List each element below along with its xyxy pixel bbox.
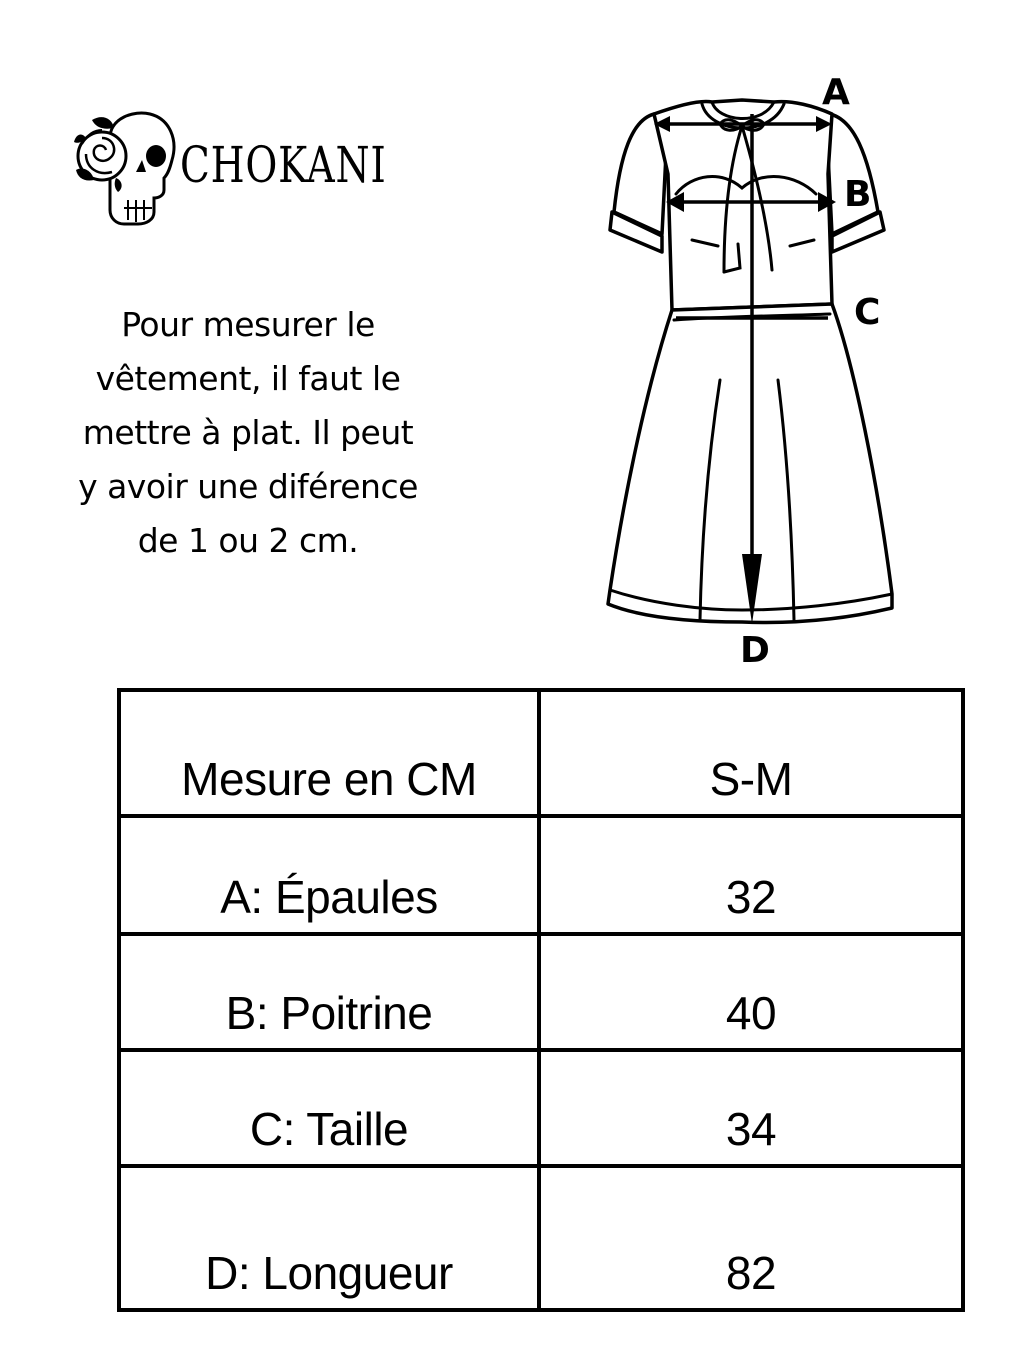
measuring-instructions: Pour mesurer le vêtement, il faut le mettre à plat. Il peut y avoir une diférence de 1 ou 2 cm. xyxy=(78,305,418,560)
dress-diagram xyxy=(592,64,922,674)
label-c: C xyxy=(854,292,881,333)
size-table xyxy=(117,688,965,1312)
header-size: S-M xyxy=(539,690,963,816)
row-measure: A: Épaules xyxy=(119,816,539,934)
row-value: 32 xyxy=(539,816,963,934)
brand-name: CHOKANI xyxy=(180,136,387,194)
label-b: B xyxy=(844,174,872,215)
table-header-row xyxy=(119,690,963,816)
skull-rose-icon xyxy=(72,108,182,232)
row-value: 82 xyxy=(539,1166,963,1310)
row-measure: B: Poitrine xyxy=(119,934,539,1050)
dress-illustration xyxy=(592,64,922,674)
label-d: D xyxy=(740,630,770,671)
table-row xyxy=(119,1050,963,1166)
row-value: 34 xyxy=(539,1050,963,1166)
header-measure: Mesure en CM xyxy=(119,690,539,816)
brand-logo xyxy=(72,108,412,232)
table-row xyxy=(119,934,963,1050)
row-measure: C: Taille xyxy=(119,1050,539,1166)
label-a: A xyxy=(822,72,850,113)
table-row xyxy=(119,816,963,934)
row-value: 40 xyxy=(539,934,963,1050)
row-measure: D: Longueur xyxy=(119,1166,539,1310)
table-row xyxy=(119,1166,963,1310)
